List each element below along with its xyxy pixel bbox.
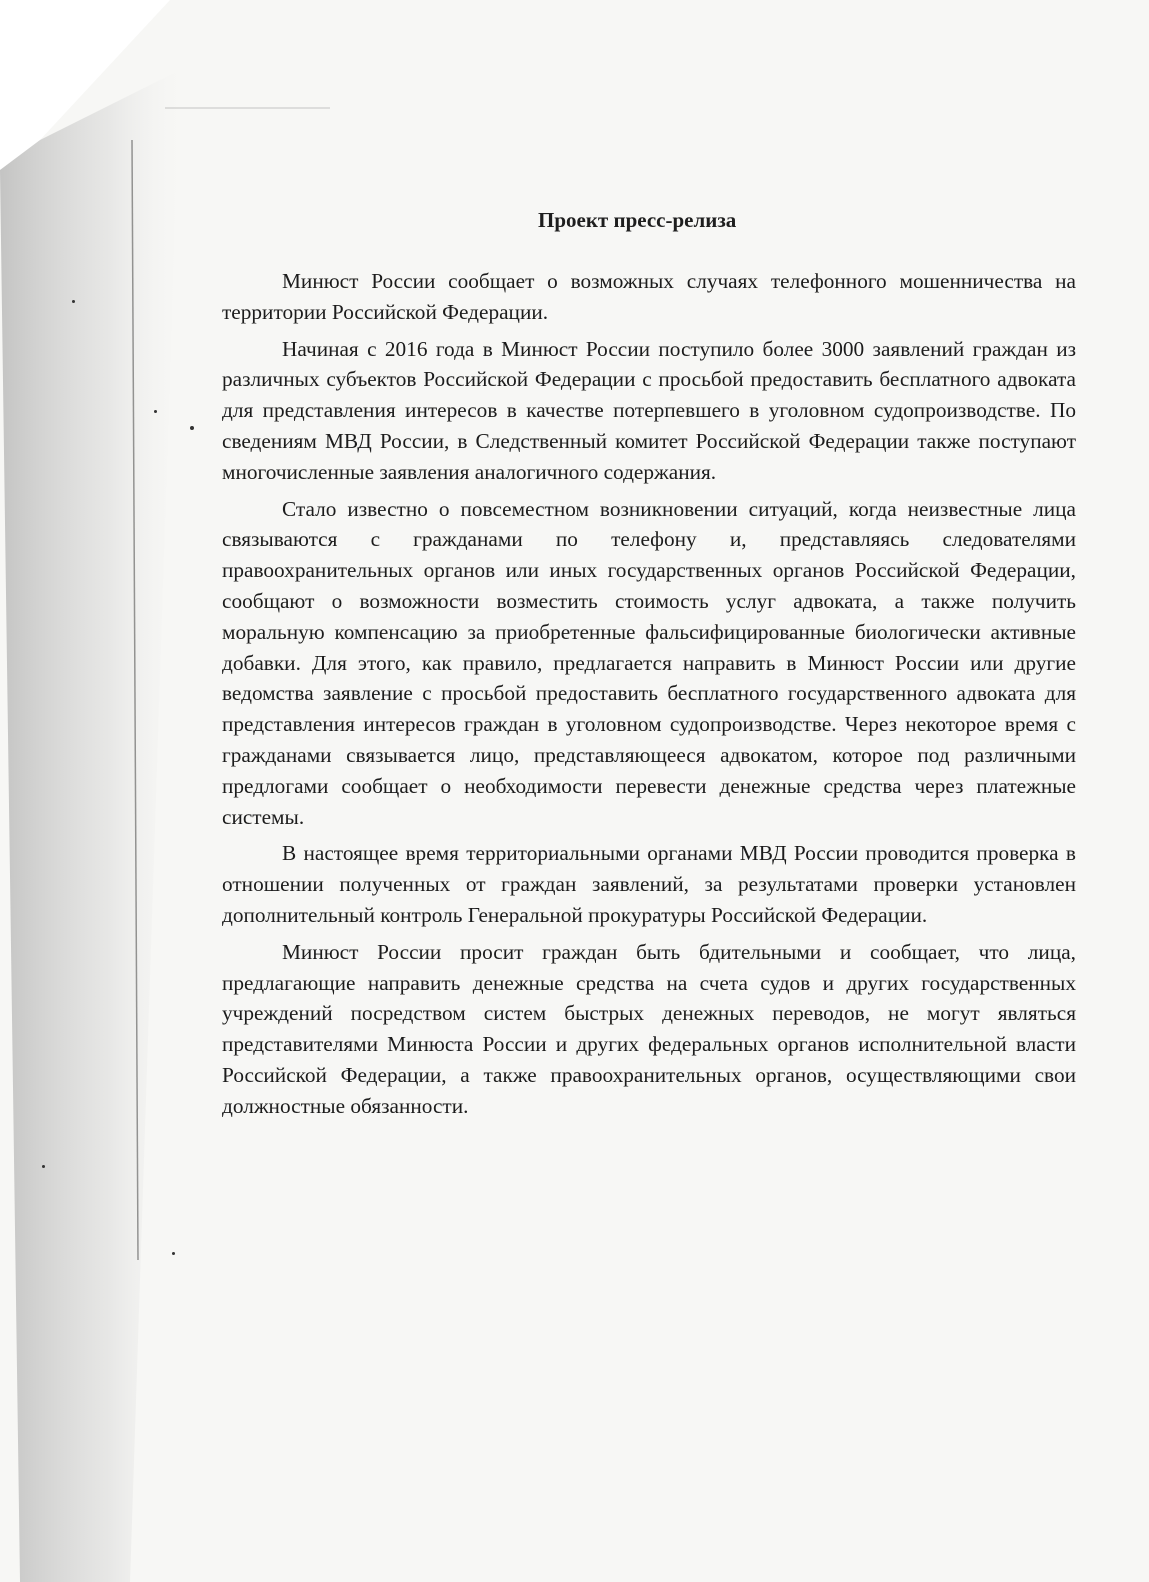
document-title: Проект пресс-релиза [538, 208, 737, 232]
scan-speck [190, 426, 194, 430]
scan-speck [154, 410, 157, 413]
paragraph-1: Минюст России сообщает о возможных случаях телефонного мошенничества на территории Российской Федерации. [222, 269, 1076, 324]
document-body [222, 266, 1076, 1128]
paragraph-4: В настоящее время территориальными органами МВД России проводится проверка в отношении полученных от граждан заявлений, за результатами проверки установлен дополнительный контроль Генеральной прокуратуры Российской Федерации. [222, 841, 1076, 927]
scan-speck [42, 1165, 45, 1168]
scan-speck [172, 1252, 175, 1255]
paragraph-3: Стало известно о повсеместном возникновении ситуаций, когда неизвестные лица связываются с гражданами по телефону и, представляясь следователями правоохранительных органов или иных государственных органов Российской Федерации, сообщают о возможности возместить стоимость услуг адвоката, а также получить моральную компенсацию за приобретенные фальсифицированные биологически активные добавки. Для этого, как правило, предлагается направить в Минюст России или другие ведомства заявление с просьбой предоставить бесплатного государственного адвоката для представления интересов граждан в уголовном судопроизводстве. Через некоторое время с гражданами связывается лицо, представляющееся адвокатом, которое под различными предлогами сообщает о необходимости перевести денежные средства через платежные системы. [222, 496, 1076, 829]
paragraph-5: Минюст России просит граждан быть бдительными и сообщает, что лица, предлагающие направить денежные средства на счета судов и других государственных учреждений посредством систем быстрых денежных переводов, не могут являться представителями Минюста России и других федеральных органов исполнительной власти Российской Федерации, а также правоохранительных органов, осуществляющими свои должностные обязанности. [222, 939, 1076, 1118]
scan-speck [72, 300, 75, 303]
paragraph-2: Начиная с 2016 года в Минюст России поступило более 3000 заявлений граждан из различных субъектов Российской Федерации с просьбой предоставить бесплатного адвоката для представления интересов в качестве потерпевшего в уголовном судопроизводстве. По сведениям МВД России, в Следственный комитет Российской Федерации также поступают многочисленные заявления аналогичного содержания. [222, 336, 1076, 484]
